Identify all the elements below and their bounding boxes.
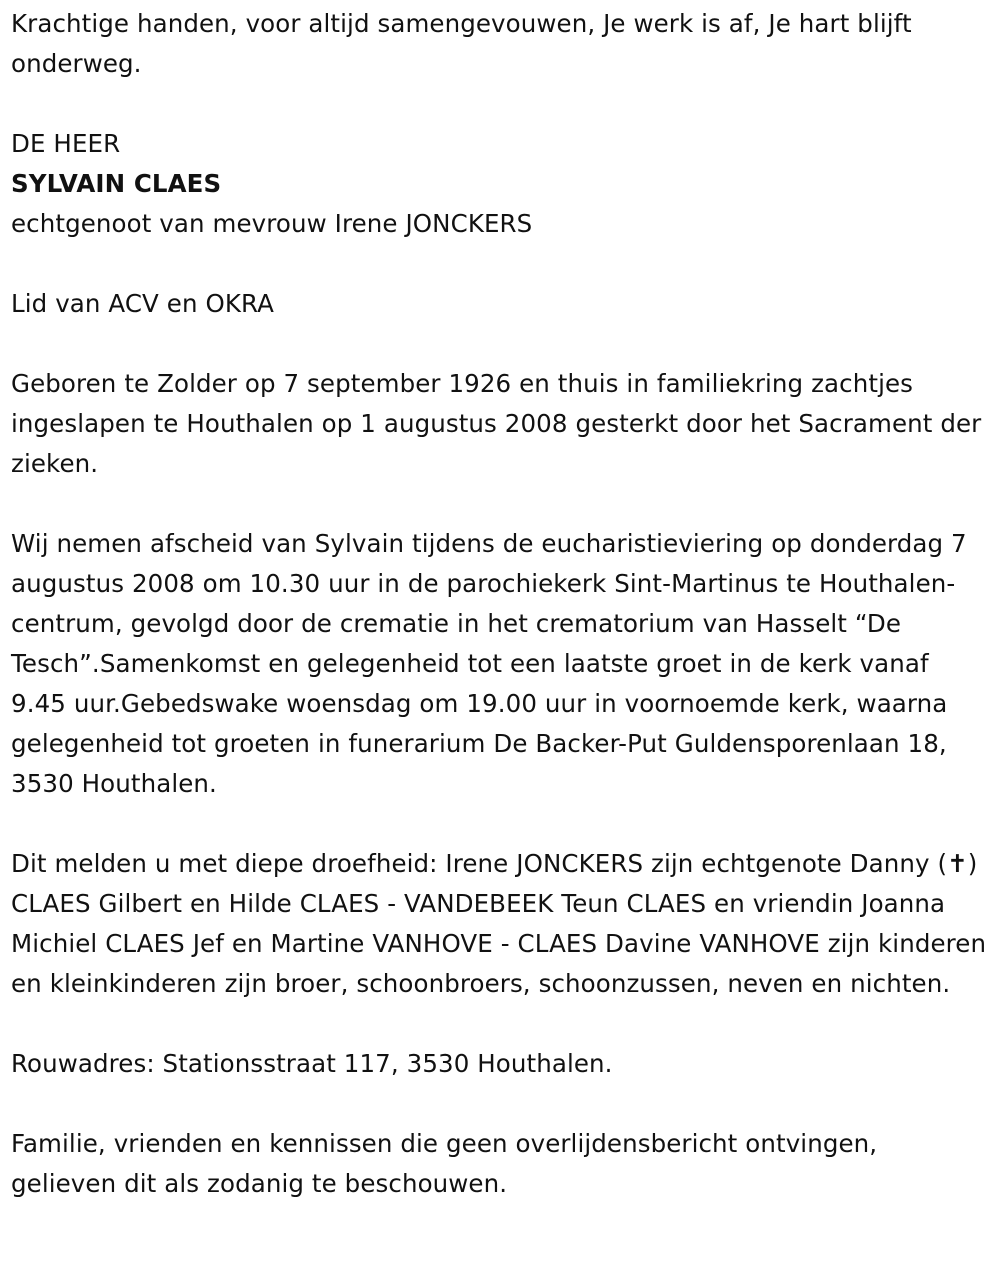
address-line: Rouwadres: Stationsstraat 117, 3530 Houthalen. bbox=[11, 1049, 613, 1078]
closing-paragraph: Familie, vrienden en kennissen die geen overlijdensbericht ontvingen, gelieven dit als zodanig te beschouwen. bbox=[11, 1129, 878, 1198]
announcers-paragraph: Dit melden u met diepe droefheid: Irene JONCKERS zijn echtgenote Danny (✝) CLAES Gilbert en Hilde CLAES - VANDEBEEK Teun CLAES en vriendin Joanna Michiel CLAES Jef en Martine VANHOVE - CLAES Davine VANHOVE zijn kinderen en kleinkinderen zijn broer, schoonbroers, schoonzussen, neven en nichten. bbox=[11, 849, 987, 998]
spacer bbox=[11, 324, 988, 364]
birth-death-paragraph: Geboren te Zolder op 7 september 1926 en thuis in familiekring zachtjes ingeslapen te Houthalen op 1 augustus 2008 gesterkt door het Sacrament der zieken. bbox=[11, 369, 982, 478]
spouse-line: echtgenoot van mevrouw Irene JONCKERS bbox=[11, 209, 533, 238]
spacer bbox=[11, 84, 988, 124]
spacer bbox=[11, 1004, 988, 1044]
spacer bbox=[11, 484, 988, 524]
deceased-name: SYLVAIN CLAES bbox=[11, 169, 222, 198]
membership-line: Lid van ACV en OKRA bbox=[11, 289, 275, 318]
spacer bbox=[11, 804, 988, 844]
spacer bbox=[11, 244, 988, 284]
honorific-title: DE HEER bbox=[11, 129, 121, 158]
motto-text: Krachtige handen, voor altijd samengevouwen, Je werk is af, Je hart blijft onderweg. bbox=[11, 9, 912, 78]
ceremony-paragraph: Wij nemen afscheid van Sylvain tijdens de eucharistieviering op donderdag 7 augustus 2008 om 10.30 uur in de parochiekerk Sint-Martinus te Houthalen-centrum, gevolgd door de crematie in het crematorium van Hasselt “De Tesch”.Samenkomst en gelegenheid tot een laatste groet in de kerk vanaf 9.45 uur.Gebedswake woensdag om 19.00 uur in voornoemde kerk, waarna gelegenheid tot groeten in funerarium De Backer-Put Guldensporenlaan 18, 3530 Houthalen. bbox=[11, 529, 967, 798]
spacer bbox=[11, 1084, 988, 1124]
